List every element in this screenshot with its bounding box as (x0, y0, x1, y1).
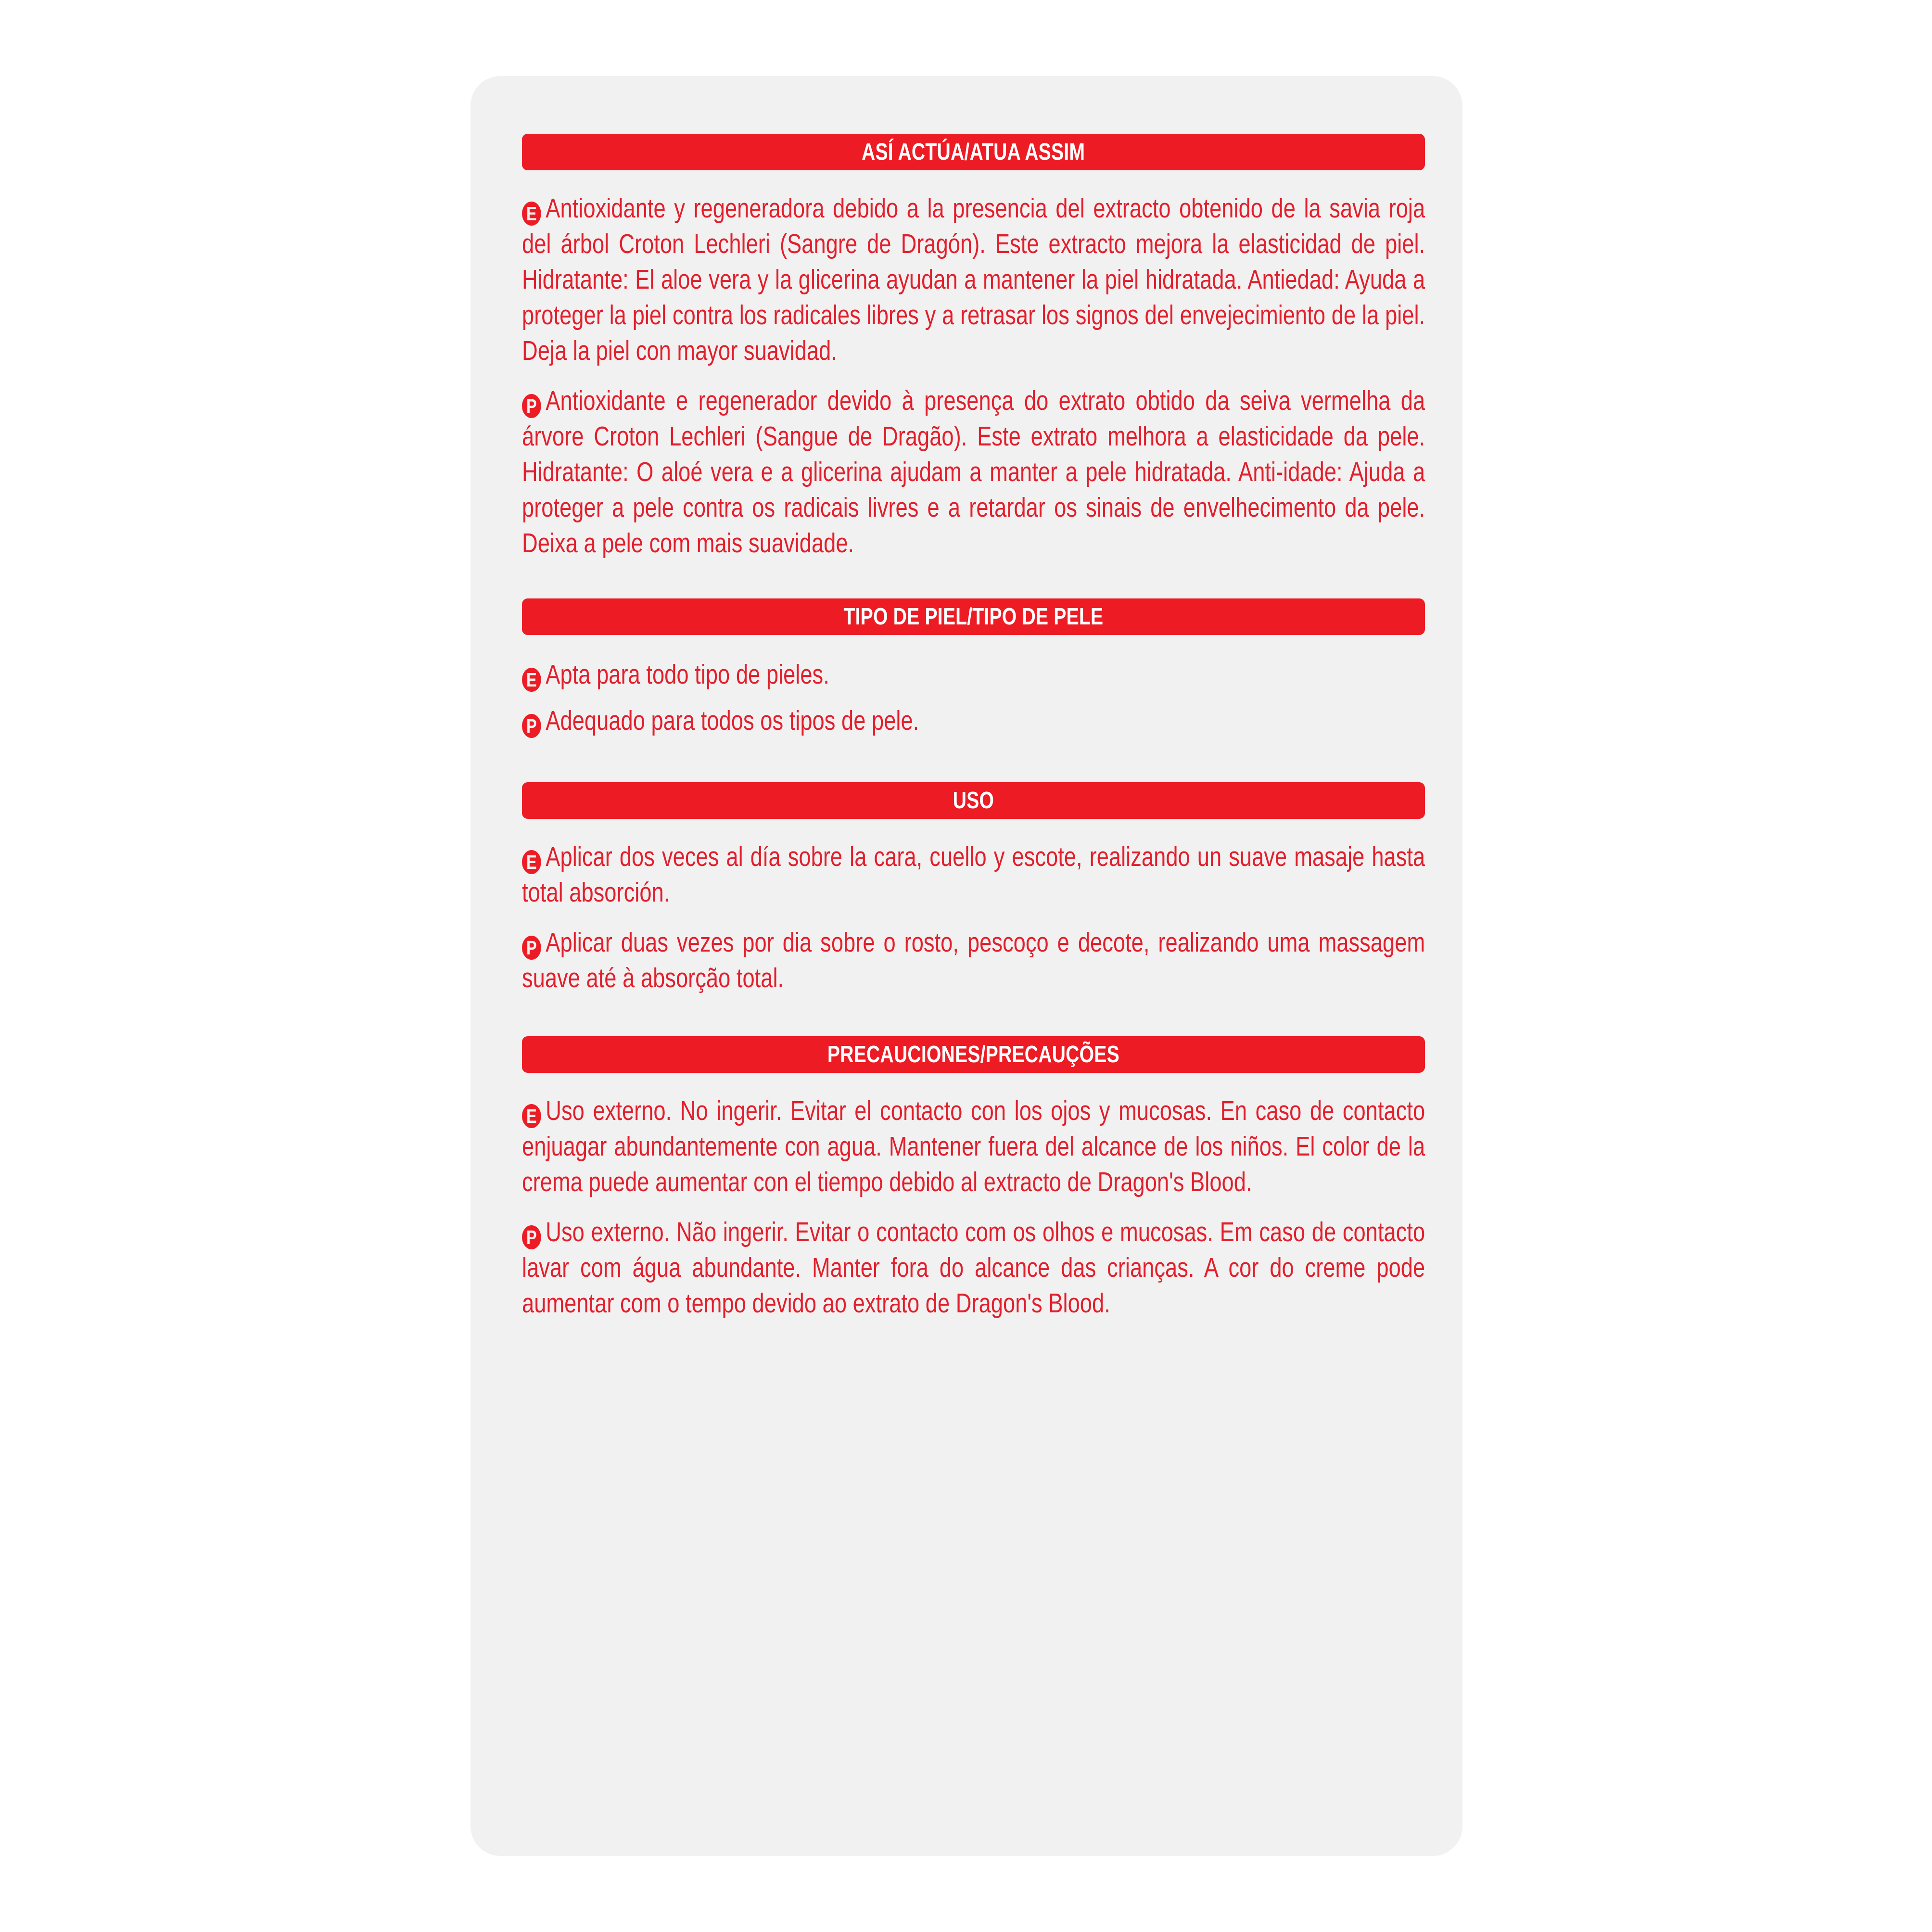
section-header-tipo-de-piel-label: TIPO DE PIEL/TIPO DE PELE (843, 603, 1104, 630)
paragraph-uso-pt (522, 925, 1425, 996)
paragraph-precauciones-es (522, 1093, 1425, 1200)
paragraph-precauciones-pt (522, 1214, 1425, 1321)
lang-badge-portuguese-icon: P (522, 394, 541, 418)
label-content-column (522, 76, 1425, 1321)
section-header-asi-actua-label: ASÍ ACTÚA/ATUA ASSIM (862, 139, 1085, 165)
lang-badge-spanish-icon: E (522, 202, 541, 226)
lang-badge-portuguese-icon: P (522, 1225, 541, 1249)
lang-badge-spanish-icon: E (522, 668, 541, 692)
paragraph-asi-actua-pt (522, 383, 1425, 561)
paragraph-precauciones-es-text: Uso externo. No ingerir. Evitar el contacto con los ojos y mucosas. En caso de contacto enjuagar abundantemente con agua. Mantener fuera del alcance de los niños. El color de la crema puede aumentar con el tiempo debido al extracto de Dragon's Blood. (522, 1095, 1425, 1197)
section-header-asi-actua (522, 134, 1425, 170)
line-tipo-de-piel-es (522, 655, 1425, 694)
section-header-precauciones (522, 1036, 1425, 1073)
paragraph-uso-pt-text: Aplicar duas vezes por dia sobre o rosto, pescoço e decote, realizando uma massagem suave até à absorção total. (522, 927, 1425, 993)
section-header-tipo-de-piel (522, 598, 1425, 635)
line-tipo-de-piel-es-text: Apta para todo tipo de pieles. (546, 659, 829, 690)
lang-badge-portuguese-icon: P (522, 936, 541, 960)
paragraph-asi-actua-es (522, 191, 1425, 369)
line-tipo-de-piel-pt-text: Adequado para todos os tipos de pele. (546, 705, 919, 736)
paragraph-asi-actua-pt-text: Antioxidante e regenerador devido à presença do extrato obtido da seiva vermelha da árvore Croton Lechleri (Sangue de Dragão). Este extrato melhora a elasticidade da pele. Hidratante: O aloé vera e a glicerina ajudam a manter a pele hidratada. Anti-idade: Ajuda a proteger a pele contra os radicais livres e a retardar os sinais de envelhecimento da pele. Deixa a pele com mais suavidade. (522, 385, 1425, 559)
paragraph-precauciones-pt-text: Uso externo. Não ingerir. Evitar o contacto com os olhos e mucosas. Em caso de contacto lavar com água abundante. Manter fora do alcance das crianças. A cor do creme pode aumentar com o tempo devido ao extrato de Dragon's Blood. (522, 1217, 1425, 1319)
lang-badge-portuguese-icon: P (522, 714, 541, 738)
paragraph-uso-es-text: Aplicar dos veces al día sobre la cara, cuello y escote, realizando un suave masaje hasta total absorción. (522, 841, 1425, 908)
paragraph-asi-actua-es-text: Antioxidante y regeneradora debido a la presencia del extracto obtenido de la savia roja del árbol Croton Lechleri (Sangre de Dragón). Este extracto mejora la elasticidad de piel. Hidratante: El aloe vera y la glicerina ayudan a mantener la piel hidratada. Antiedad: Ayuda a proteger la piel contra los radicales libres y a retrasar los signos del envejecimiento de la piel. Deja la piel con mayor suavidad. (522, 193, 1425, 366)
line-tipo-de-piel-pt (522, 701, 1425, 740)
lang-badge-spanish-icon: E (522, 1104, 541, 1128)
section-header-precauciones-label: PRECAUCIONES/PRECAUÇÕES (827, 1041, 1119, 1068)
paragraph-uso-es (522, 839, 1425, 910)
section-header-uso (522, 782, 1425, 819)
product-label-card (470, 76, 1462, 1856)
section-header-uso-label: USO (953, 787, 994, 813)
lang-badge-spanish-icon: E (522, 850, 541, 874)
